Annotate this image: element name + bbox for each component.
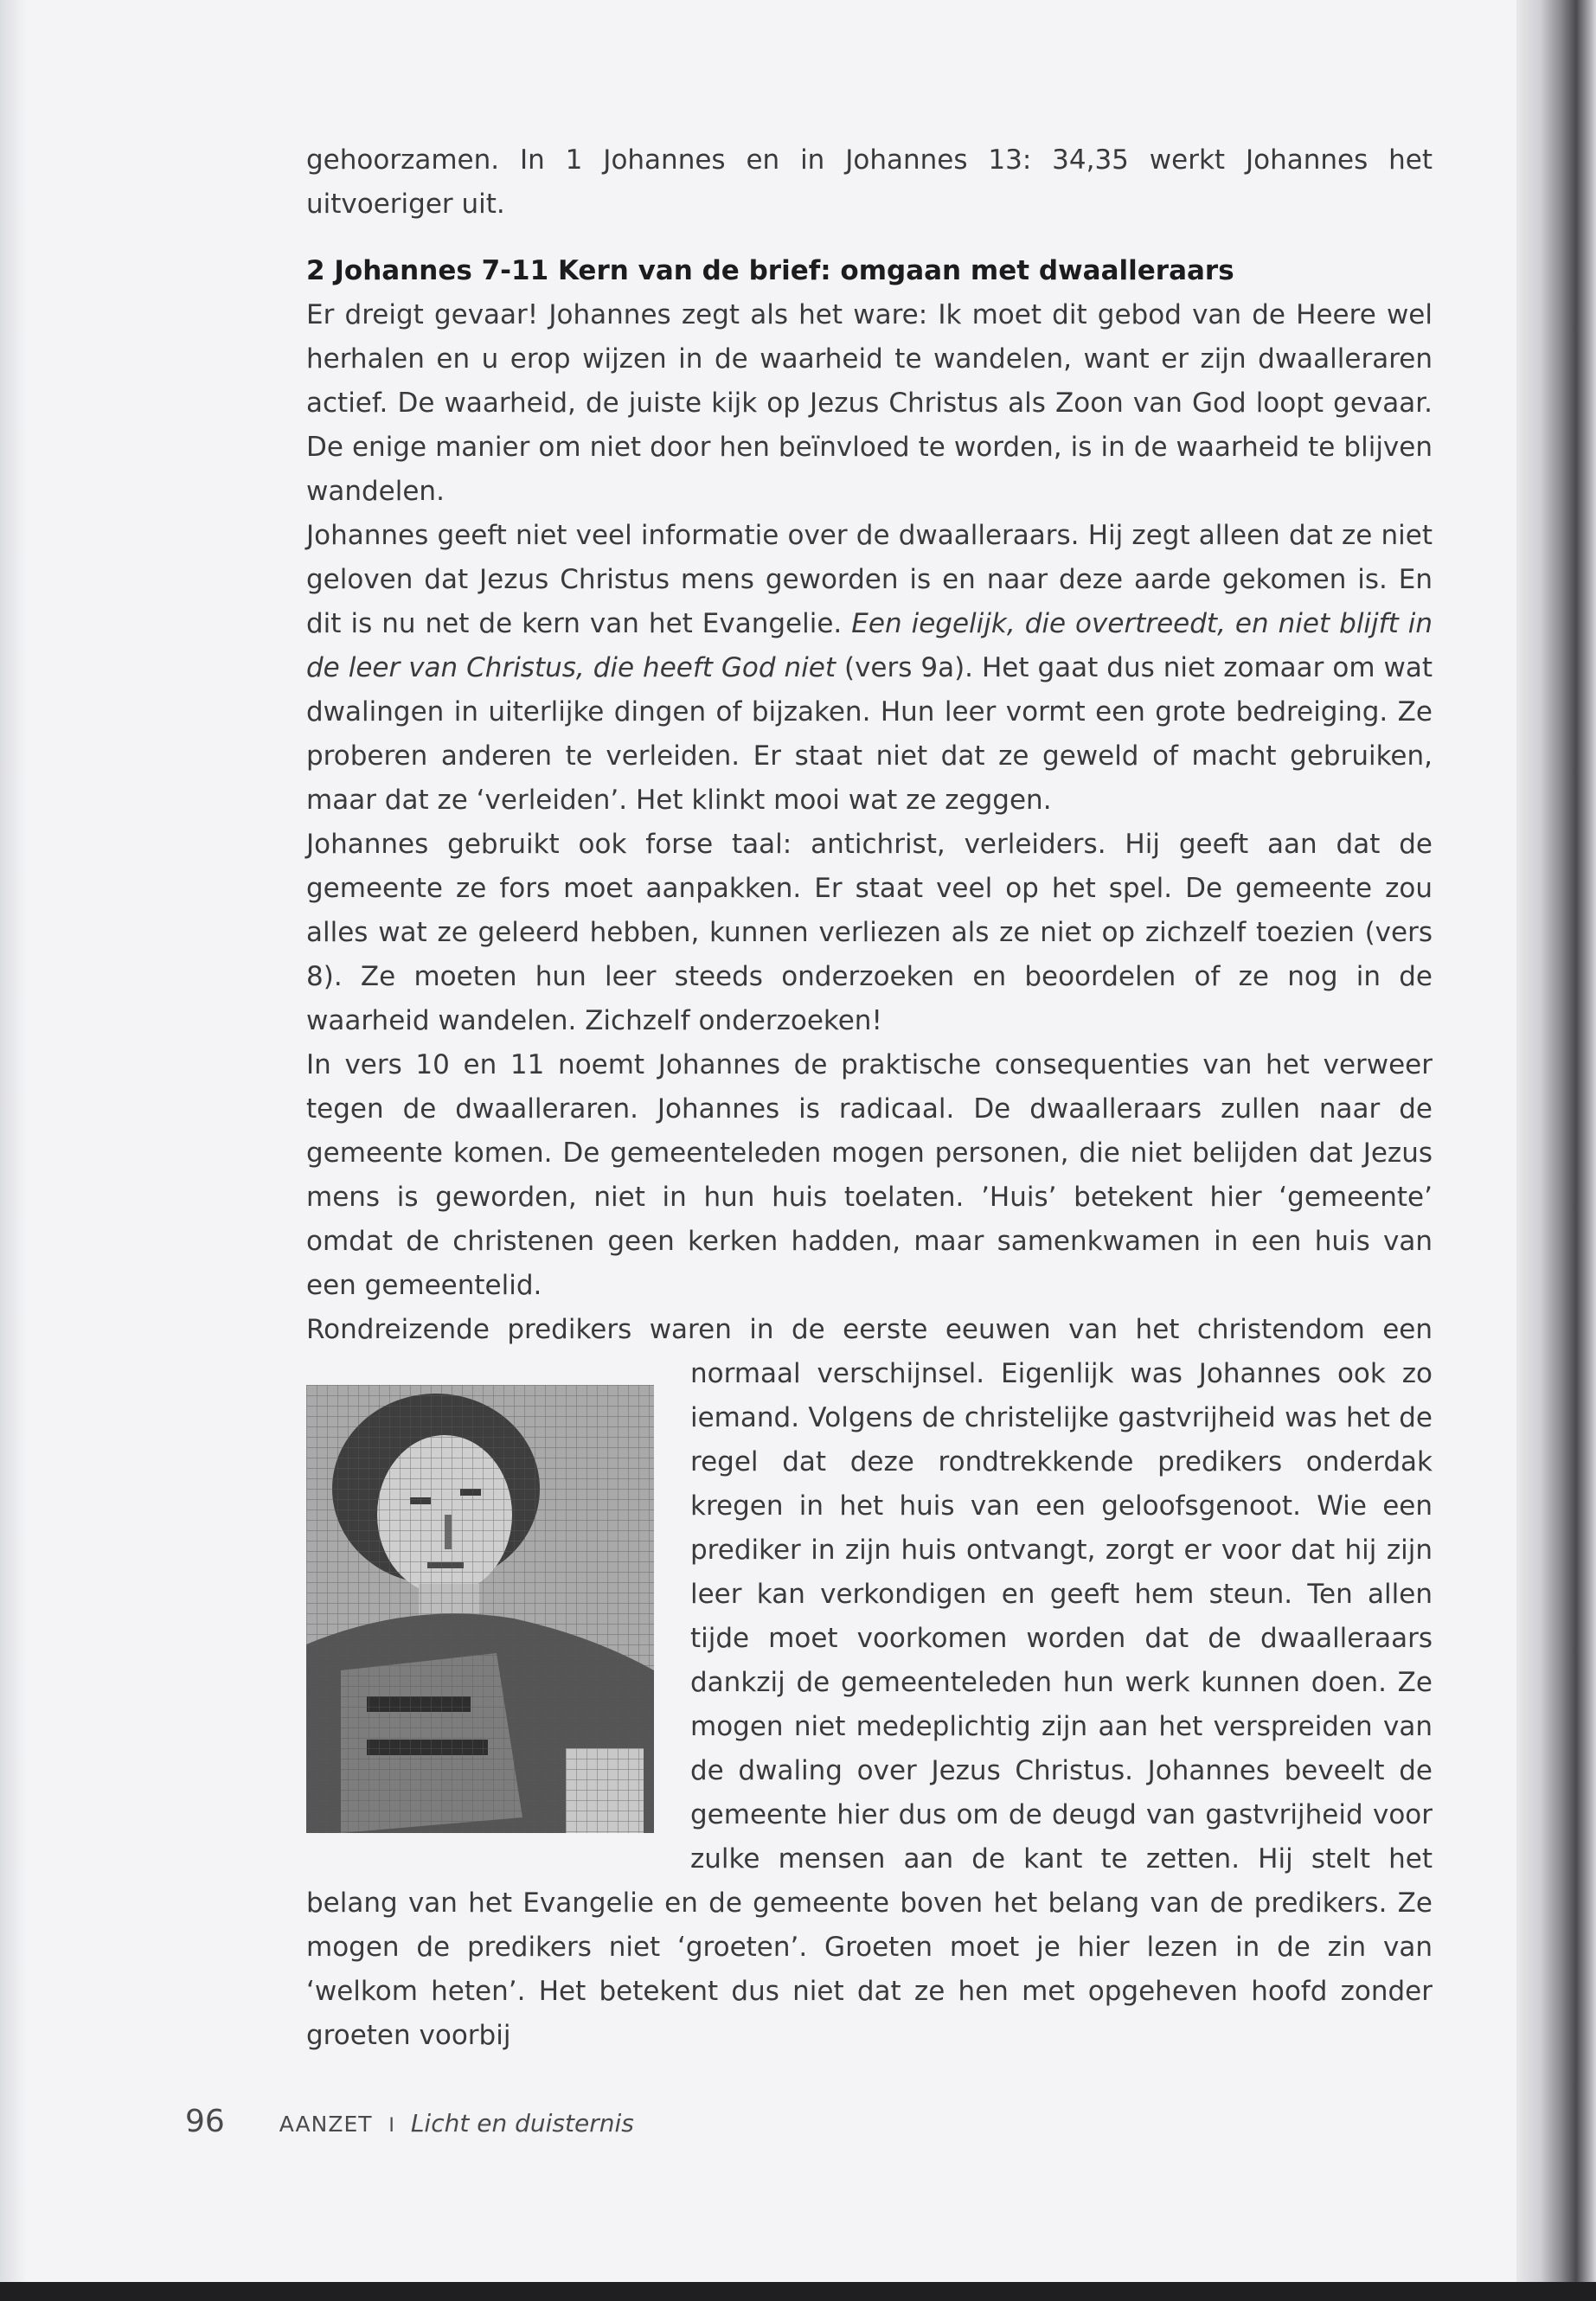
book-title: Licht en duisternis — [410, 2109, 634, 2138]
section-heading: 2 Johannes 7-11 Kern van de brief: omgaan met dwaalleraars — [306, 255, 1234, 286]
paragraph: Er dreigt gevaar! Johannes zegt als het ware: Ik moet dit gebod van de Heere wel herhalen en u erop wijzen in de waarheid te wandelen, want er zijn dwaalleraren actief. De waarheid, de juiste kijk op Jezus Christus als Zoon van God loopt gevaar. De enige manier om niet door hen beïnvloed te worden, is in de waarheid te blijven wandelen. — [306, 299, 1433, 507]
paragraph-text: Rondreizende predikers waren in de eerste eeuwen van het christendom een normaal verschijnsel. — [306, 1314, 1433, 1389]
series-title: AANZET — [279, 2112, 373, 2137]
paragraph — [306, 514, 1433, 823]
paragraph-continuation: gehoorzamen. In 1 Johannes en in Johannes 13: 34,35 werkt Johannes het uitvoeriger uit. — [306, 144, 1433, 220]
page-edge — [1516, 0, 1596, 2301]
paragraph: Johannes gebruikt ook forse taal: antichrist, verleiders. Hij geeft aan dat de gemeente ze fors moet aanpakken. Er staat veel op het spel. De gemeente zou alles wat ze geleerd hebben, kunnen verliezen als ze niet op zichzelf toezien (vers 8). Ze moeten hun leer steeds onderzoeken en beoordelen of ze nog in de waarheid wandelen. Zichzelf onderzoeken! — [306, 829, 1433, 1036]
paragraph: In vers 10 en 11 noemt Johannes de praktische consequenties van het verweer tegen de dwaalleraren. Johannes is radicaal. De dwaalleraars zullen naar de gemeente komen. De gemeenteleden mogen personen, die niet belijden dat Jezus mens is geworden, niet in hun huis toelaten. ’Huis’ betekent hier ‘gemeente’ omdat de christenen geen kerken hadden, maar samenkwamen in een huis van een gemeentelid. — [306, 1049, 1433, 1301]
page-bottom-edge — [0, 2282, 1596, 2301]
paragraph — [306, 1308, 1433, 2058]
page-number: 96 — [185, 2104, 225, 2139]
paragraph-text: (vers 9a). Het gaat dus niet zomaar om wat dwalingen in uiterlijke dingen of bijzaken. Hun leer vormt een grote bedreiging. Ze proberen anderen te verleiden. Er staat niet dat ze geweld of macht gebruiken, maar dat ze ‘verleiden’. Het klinkt mooi wat ze zeggen. — [306, 652, 1433, 816]
page-footer — [185, 2104, 634, 2139]
mosaic-portrait-image — [306, 1385, 654, 1833]
scripture-quote: Een iegelijk, die overtreedt, en niet blijft in de leer van Christus, die heeft God niet — [306, 608, 1433, 683]
body-text — [306, 138, 1433, 2058]
page-gutter-shadow — [0, 0, 26, 2301]
paragraph-text: Eigenlijk was Johannes ook zo iemand. Volgens de christelijke gastvrijheid was het de regel dat deze rondtrekkende predikers onderdak kregen in het huis van een geloofsgenoot. Wie een prediker in zijn huis ontvangt, zorgt er voor dat hij zijn leer kan verkondigen en geeft hem steun. Ten allen tijde moet voorkomen worden dat de dwaalleraars dankzij de gemeenteleden hun werk kunnen doen. Ze mogen niet medeplichtig zijn aan het verspreiden van de dwaling over Jezus Christus. Johannes beveelt de gemeente hier dus om de deugd van gastvrijheid voor zulke mensen aan de kant te zetten. Hij stelt het belang van het Evangelie en de gemeente boven het belang van de predikers. Ze mogen de predikers niet ‘groeten’. Groeten moet je hier lezen in de zin van ‘welkom heten’. Het betekent dus niet dat ze hen met opgeheven hoofd zonder groeten voorbij — [306, 1358, 1433, 2051]
footer-separator: I — [388, 2115, 394, 2137]
paragraph-text: Johannes geeft niet veel informatie over de dwaalleraars. Hij zegt alleen dat ze niet geloven dat Jezus Christus mens geworden is en naar deze aarde gekomen is. En dit is nu net de kern van het Evangelie. — [306, 520, 1433, 639]
